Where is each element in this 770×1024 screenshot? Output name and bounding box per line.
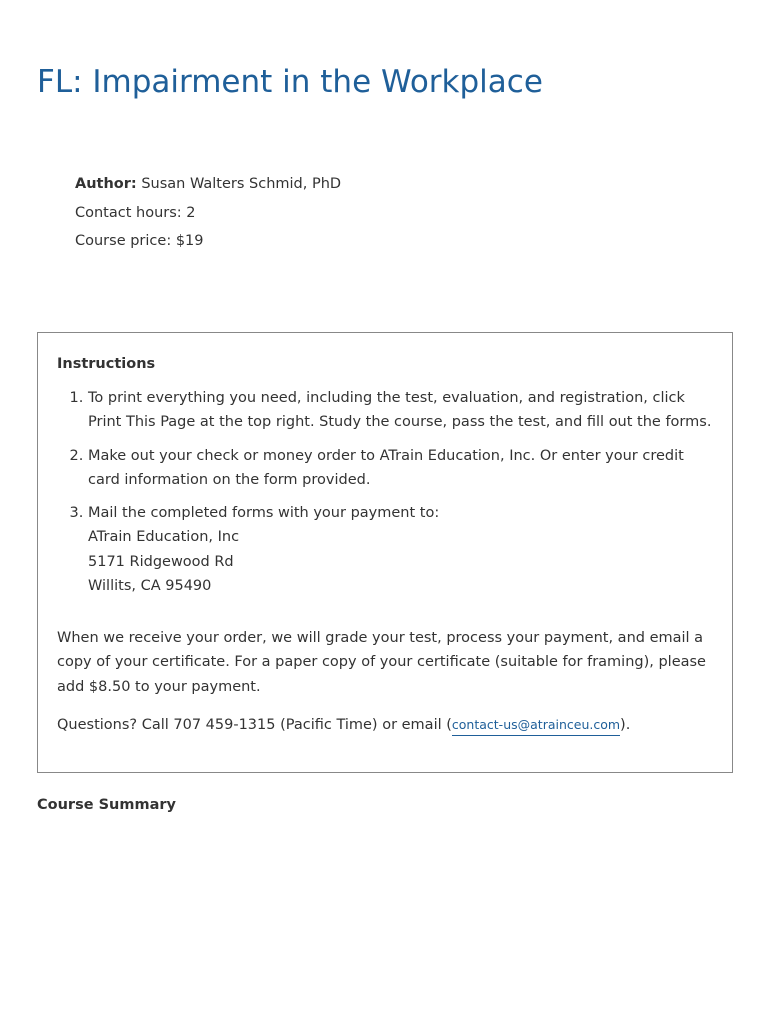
course-summary-heading: Course Summary [37, 797, 176, 813]
course-meta [75, 173, 341, 259]
questions-suffix: ). [620, 717, 631, 733]
author-line [75, 173, 341, 202]
questions-text [57, 713, 717, 737]
author-label: Author: [75, 176, 137, 192]
instructions-box [37, 332, 733, 773]
instructions-heading: Instructions [57, 356, 156, 372]
order-processing-text: When we receive your order, we will grade your test, process your payment, and email a copy of your certificate. For a paper copy of your certificate (suitable for framing), please add $8.50 to your payment. [57, 630, 706, 695]
questions-prefix: Questions? Call 707 459-1315 (Pacific Time) or email ( [57, 717, 452, 733]
course-price: Course price: $19 [75, 233, 204, 249]
instruction-step-3-intro: 3. Mail the completed forms with your payment to: [88, 505, 440, 522]
instructions-list [57, 386, 717, 598]
contact-email-link[interactable]: contact-us@atrainceu.com [452, 717, 620, 736]
instruction-step-2: 2. Make out your check or money order to ATrain Education, Inc. Or enter your credit card information on the form provided. [88, 444, 717, 493]
page-title: FL: Impairment in the Workplace [37, 64, 543, 100]
instruction-step-1: 1. To print everything you need, including the test, evaluation, and registration, click Print This Page at the top right. Study the course, pass the test, and fill out the forms. [88, 386, 717, 435]
contact-hours: Contact hours: 2 [75, 204, 196, 221]
instruction-step-3 [88, 501, 717, 598]
address-line-3: Willits, CA 95490 [88, 578, 212, 595]
author-name: Susan Walters Schmid, PhD [136, 176, 342, 192]
address-line-1: ATrain Education, Inc [88, 529, 240, 546]
address-line-2: 5171 Ridgewood Rd [88, 553, 234, 570]
